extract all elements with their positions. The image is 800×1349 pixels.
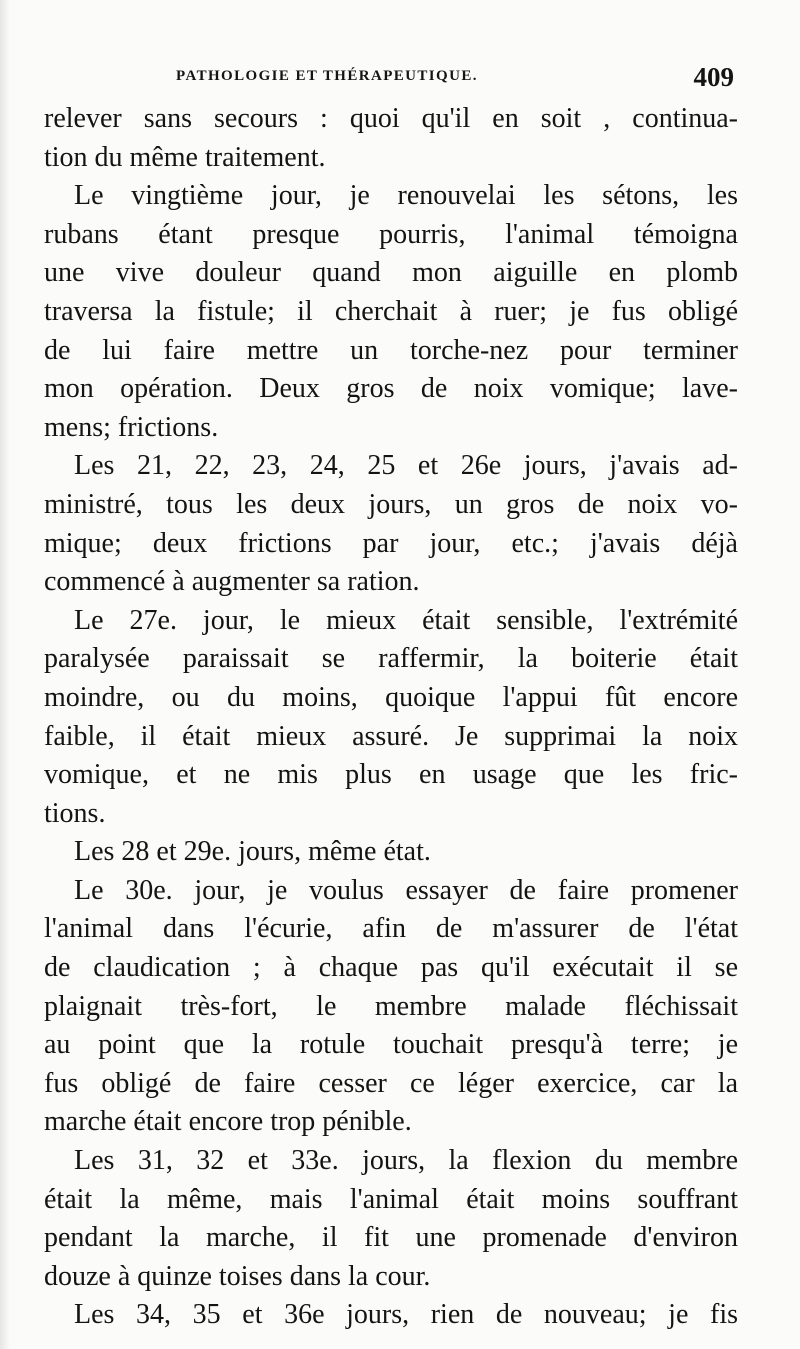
text-line: Le 30e. jour, je voulus essayer de faire promener — [74, 874, 738, 906]
text-line: une vive douleur quand mon aiguille en plomb — [44, 257, 738, 289]
text-line: Les 28 et 29e. jours, même état. — [74, 836, 431, 868]
text-line: au point que la rotule touchait presqu'à terre; je — [44, 1029, 738, 1061]
text-line: moindre, ou du moins, quoique l'appui fût encore — [44, 681, 738, 713]
body-text — [44, 100, 738, 1335]
page-edge-shadow — [0, 0, 10, 1349]
text-line: ministré, tous les deux jours, un gros de noix vo- — [44, 488, 738, 520]
text-line: Le vingtième jour, je renouvelai les sétons, les — [74, 180, 738, 212]
text-line: mon opération. Deux gros de noix vomique; lave- — [44, 373, 738, 405]
text-line: faible, il était mieux assuré. Je supprimai la noix — [44, 720, 738, 752]
text-line: fus obligé de faire cesser ce léger exercice, car la — [44, 1067, 738, 1099]
text-line: de claudication ; à chaque pas qu'il exécutait il se — [44, 952, 738, 984]
text-line: traversa la fistule; il cherchait à ruer; je fus obligé — [44, 295, 738, 327]
text-line: Les 31, 32 et 33e. jours, la flexion du membre — [74, 1145, 738, 1177]
text-line: paralysée paraissait se raffermir, la boiterie était — [44, 643, 738, 675]
text-line: tions. — [44, 797, 106, 829]
text-line: l'animal dans l'écurie, afin de m'assurer de l'état — [44, 913, 738, 945]
text-line: de lui faire mettre un torche-nez pour terminer — [44, 334, 738, 366]
text-line: rubans étant presque pourris, l'animal témoigna — [44, 218, 738, 250]
text-line: mique; deux frictions par jour, etc.; j'avais déjà — [44, 527, 738, 559]
page-header — [176, 62, 736, 92]
text-line: plaignait très-fort, le membre malade fléchissait — [44, 990, 738, 1022]
text-line: tion du même traitement. — [44, 141, 326, 173]
text-line: relever sans secours : quoi qu'il en soit , continua- — [44, 103, 738, 134]
text-line: était la même, mais l'animal était moins souffrant — [44, 1183, 738, 1215]
text-line: pendant la marche, il fit une promenade d'environ — [44, 1222, 738, 1254]
text-line: commencé à augmenter sa ration. — [44, 566, 420, 598]
text-line: vomique, et ne mis plus en usage que les fric- — [44, 759, 738, 791]
text-line: Les 34, 35 et 36e jours, rien de nouveau; je fis — [74, 1299, 738, 1331]
running-head: PATHOLOGIE ET THÉRAPEUTIQUE. — [176, 68, 478, 84]
text-line: mens; frictions. — [44, 411, 219, 443]
text-line: marche était encore trop pénible. — [44, 1106, 412, 1138]
text-line: Le 27e. jour, le mieux était sensible, l'extrémité — [74, 604, 738, 636]
text-line: Les 21, 22, 23, 24, 25 et 26e jours, j'avais ad- — [74, 450, 738, 482]
page-number: 409 — [693, 62, 734, 92]
text-line: douze à quinze toises dans la cour. — [44, 1260, 431, 1292]
